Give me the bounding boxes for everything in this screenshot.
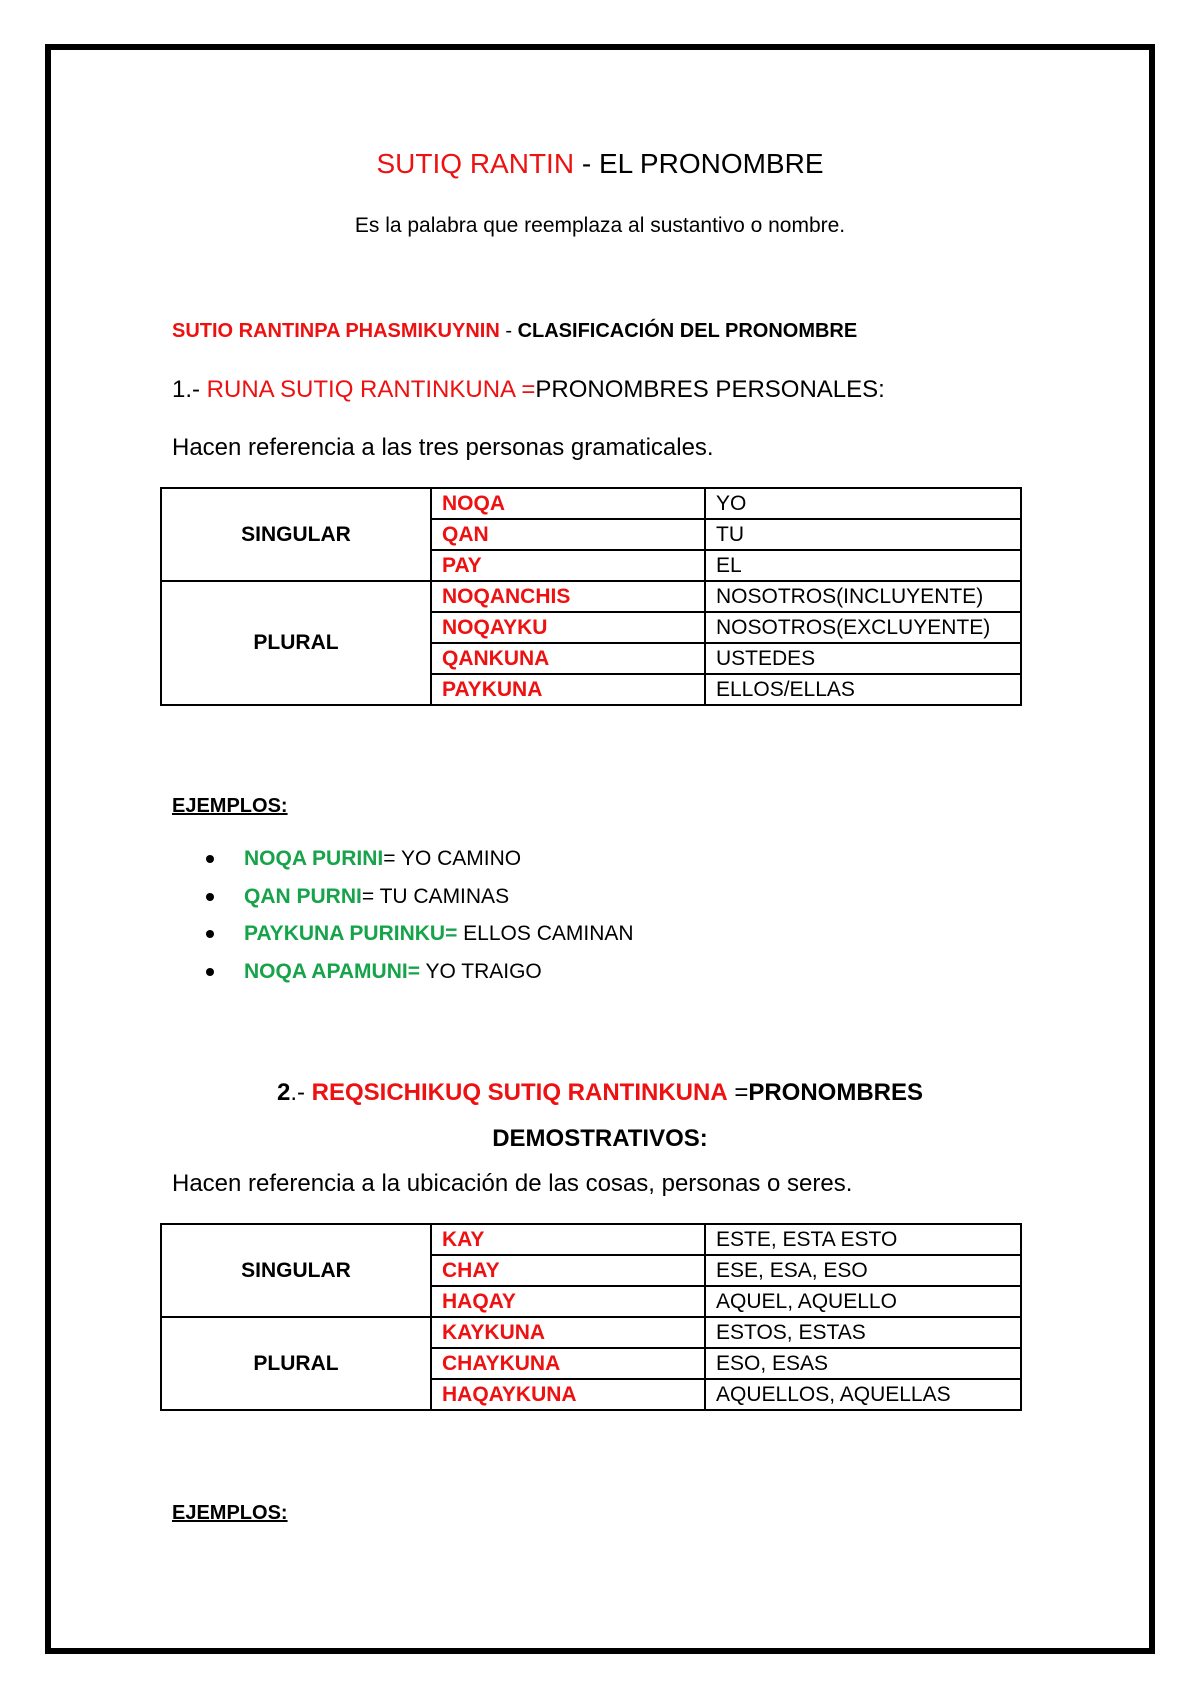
plural-label: PLURAL bbox=[161, 581, 431, 705]
quechua-cell: QAN bbox=[431, 519, 705, 550]
bullet-icon bbox=[206, 893, 214, 901]
list-item bbox=[172, 915, 634, 953]
example-spanish: ELLOS CAMINAN bbox=[457, 922, 634, 945]
demonstrative-pronouns-table bbox=[160, 1223, 1022, 1411]
spanish-cell: AQUELLOS, AQUELLAS bbox=[705, 1379, 1021, 1410]
examples-label: EJEMPLOS: bbox=[172, 795, 288, 817]
list-item bbox=[172, 878, 634, 916]
table-row bbox=[161, 1317, 1021, 1348]
singular-label: SINGULAR bbox=[161, 1224, 431, 1317]
quechua-cell: KAYKUNA bbox=[431, 1317, 705, 1348]
classification-spanish: CLASIFICACIÓN DEL PRONOMBRE bbox=[517, 320, 858, 342]
section2-heading bbox=[0, 1070, 1200, 1162]
bullet-icon bbox=[206, 968, 214, 976]
spanish-cell: ESO, ESAS bbox=[705, 1348, 1021, 1379]
quechua-cell: HAQAYKUNA bbox=[431, 1379, 705, 1410]
list-item bbox=[172, 840, 634, 878]
section2-description: Hacen referencia a la ubicación de las cosas, personas o seres. bbox=[172, 1170, 853, 1197]
spanish-cell: EL bbox=[705, 550, 1021, 581]
quechua-cell: QANKUNA bbox=[431, 643, 705, 674]
section2-spanish-line2: DEMOSTRATIVOS: bbox=[492, 1125, 708, 1152]
section1-spanish: PRONOMBRES PERSONALES: bbox=[535, 376, 885, 403]
spanish-cell: ELLOS/ELLAS bbox=[705, 674, 1021, 705]
section2-quechua: REQSICHIKUQ SUTIQ RANTINKUNA bbox=[311, 1079, 728, 1106]
quechua-cell: NOQAYKU bbox=[431, 612, 705, 643]
singular-label: SINGULAR bbox=[161, 488, 431, 581]
page-title bbox=[0, 148, 1200, 180]
section1-description: Hacen referencia a las tres personas gramaticales. bbox=[172, 434, 714, 461]
classification-quechua: SUTIO RANTINPA PHASMIKUYNIN bbox=[172, 320, 500, 342]
quechua-cell: CHAY bbox=[431, 1255, 705, 1286]
plural-label: PLURAL bbox=[161, 1317, 431, 1410]
spanish-cell: NOSOTROS(INCLUYENTE) bbox=[705, 581, 1021, 612]
table-row bbox=[161, 488, 1021, 519]
quechua-cell: CHAYKUNA bbox=[431, 1348, 705, 1379]
quechua-cell: HAQAY bbox=[431, 1286, 705, 1317]
title-separator: - bbox=[574, 148, 599, 179]
spanish-cell: ESE, ESA, ESO bbox=[705, 1255, 1021, 1286]
example-quechua: NOQA PURINI bbox=[244, 847, 384, 870]
section2-dash: .- bbox=[290, 1079, 312, 1106]
list-item bbox=[172, 953, 634, 991]
spanish-cell: YO bbox=[705, 488, 1021, 519]
title-quechua: SUTIQ RANTIN bbox=[376, 148, 575, 179]
example-spanish: = TU CAMINAS bbox=[361, 884, 510, 908]
example-quechua: PAYKUNA PURINKU= bbox=[244, 922, 458, 945]
examples-list bbox=[172, 840, 634, 990]
quechua-cell: NOQA bbox=[431, 488, 705, 519]
section1-quechua: RUNA SUTIQ RANTINKUNA = bbox=[200, 376, 536, 403]
personal-pronouns-table bbox=[160, 487, 1022, 706]
bullet-icon bbox=[206, 855, 214, 863]
table-row bbox=[161, 1224, 1021, 1255]
section1-number: 1.- bbox=[172, 376, 201, 403]
title-spanish: EL PRONOMBRE bbox=[598, 148, 824, 179]
classification-separator: - bbox=[499, 320, 518, 342]
spanish-cell: USTEDES bbox=[705, 643, 1021, 674]
section1-heading bbox=[172, 376, 885, 404]
examples-label: EJEMPLOS: bbox=[172, 1502, 288, 1524]
quechua-cell: PAYKUNA bbox=[431, 674, 705, 705]
spanish-cell: TU bbox=[705, 519, 1021, 550]
spanish-cell: ESTOS, ESTAS bbox=[705, 1317, 1021, 1348]
table-row bbox=[161, 581, 1021, 612]
quechua-cell: PAY bbox=[431, 550, 705, 581]
section2-equals: = bbox=[727, 1079, 749, 1106]
classification-heading bbox=[172, 320, 857, 343]
section2-spanish-line1: PRONOMBRES bbox=[748, 1079, 924, 1106]
example-spanish: = YO CAMINO bbox=[383, 847, 522, 870]
example-quechua: NOQA APAMUNI= bbox=[244, 959, 420, 983]
quechua-cell: KAY bbox=[431, 1224, 705, 1255]
example-spanish: YO TRAIGO bbox=[419, 959, 542, 983]
example-quechua: QAN PURNI bbox=[244, 884, 362, 908]
spanish-cell: AQUEL, AQUELLO bbox=[705, 1286, 1021, 1317]
intro-text: Es la palabra que reemplaza al sustantivo o nombre. bbox=[354, 214, 846, 237]
bullet-icon bbox=[206, 930, 214, 938]
quechua-cell: NOQANCHIS bbox=[431, 581, 705, 612]
section2-number: 2 bbox=[276, 1079, 291, 1106]
spanish-cell: NOSOTROS(EXCLUYENTE) bbox=[705, 612, 1021, 643]
spanish-cell: ESTE, ESTA ESTO bbox=[705, 1224, 1021, 1255]
